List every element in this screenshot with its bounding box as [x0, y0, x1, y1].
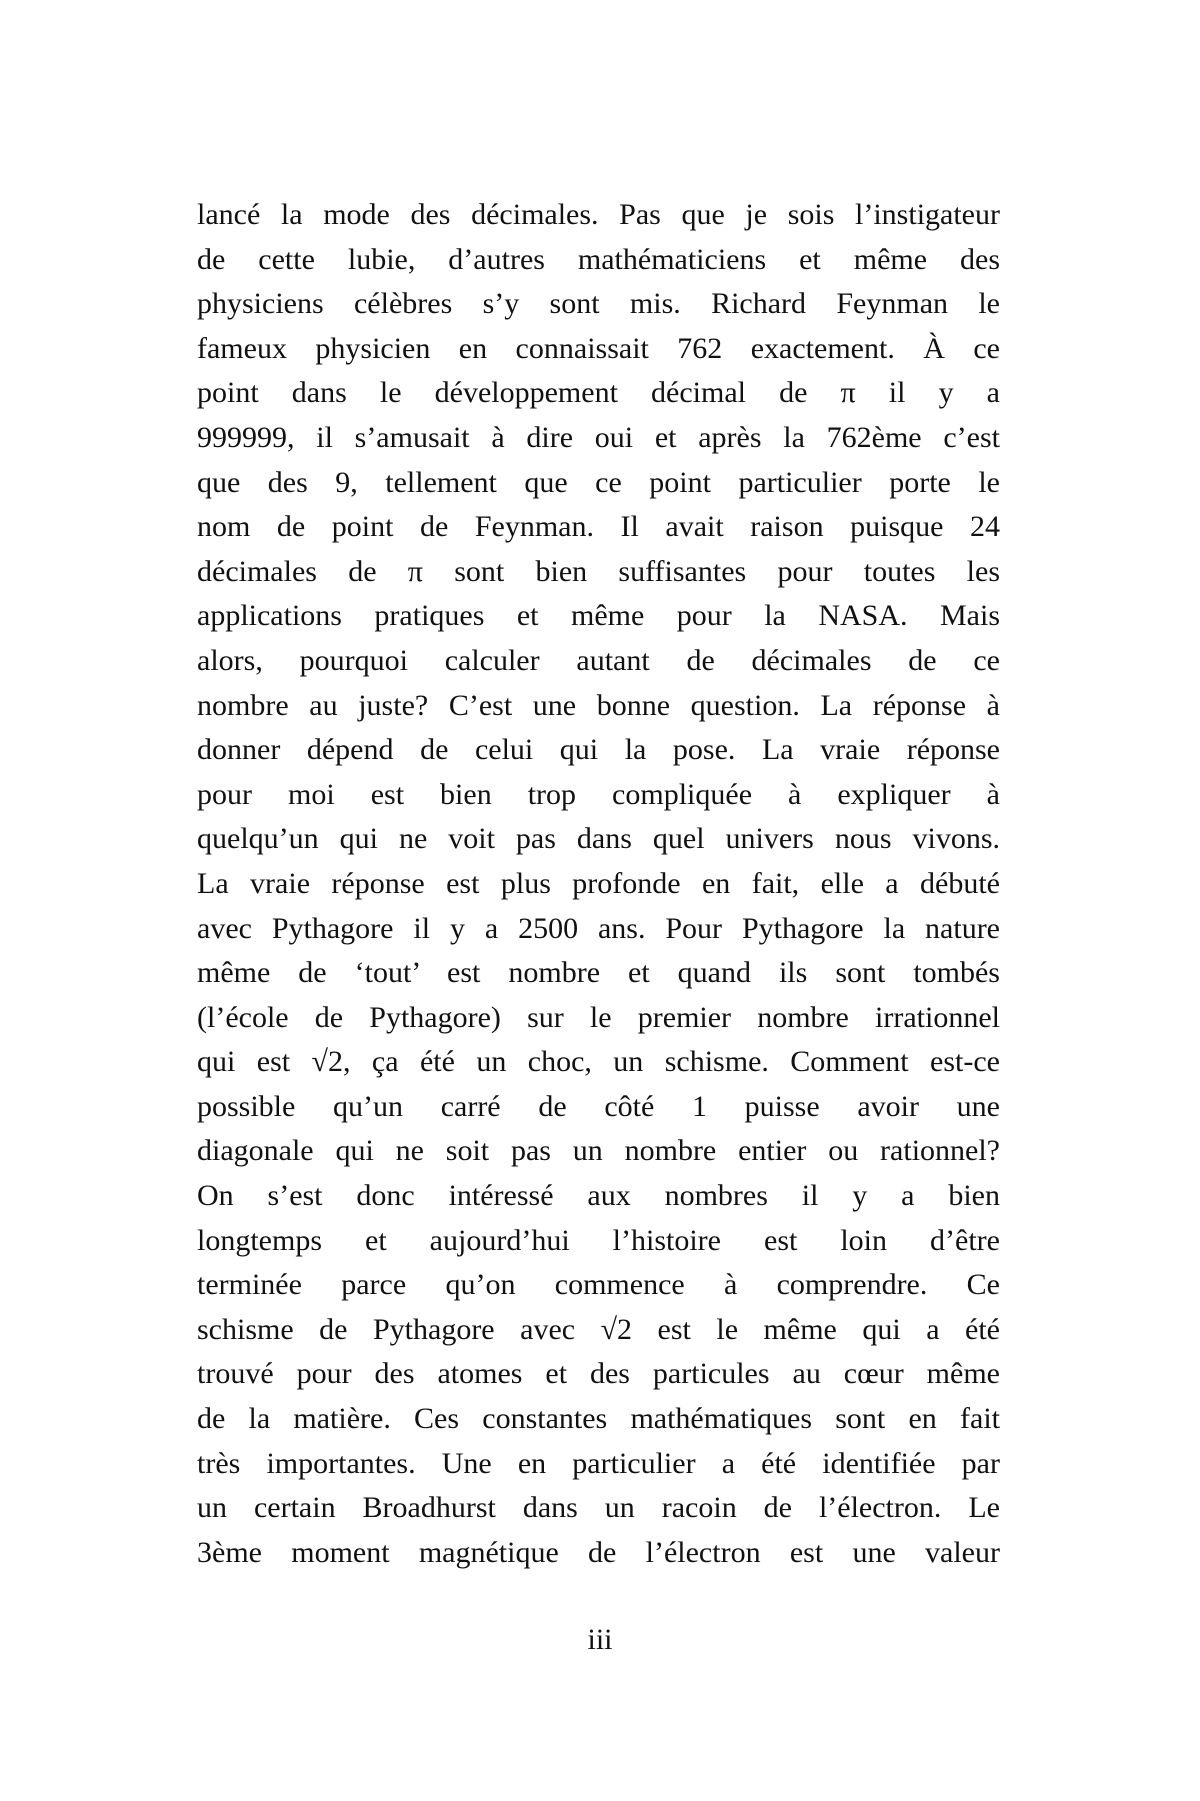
text-line: point dans le développement décimal de π il y a [197, 376, 1000, 410]
text-line: terminée parce qu’on commence à comprendre. Ce [197, 1268, 1000, 1302]
text-line: avec Pythagore il y a 2500 ans. Pour Pythagore la nature [197, 911, 1000, 945]
body-text [197, 193, 1000, 1575]
text-line: même de ‘tout’ est nombre et quand ils sont tombés [197, 956, 1000, 990]
text-line: (l’école de Pythagore) sur le premier nombre irrationnel [197, 1000, 1000, 1034]
text-line: applications pratiques et même pour la NASA. Mais [197, 599, 1000, 633]
text-line: 999999, il s’amusait à dire oui et après la 762ème c’est [197, 420, 1000, 454]
text-line: longtemps et aujourd’hui l’histoire est loin d’être [197, 1223, 1000, 1257]
text-line: que des 9, tellement que ce point particulier porte le [197, 465, 1000, 499]
text-line: fameux physicien en connaissait 762 exactement. À ce [197, 331, 1000, 365]
text-line: 3ème moment magnétique de l’électron est une valeur [197, 1535, 1000, 1569]
text-line: diagonale qui ne soit pas un nombre entier ou rationnel? [197, 1134, 1000, 1168]
text-line: nom de point de Feynman. Il avait raison puisque 24 [197, 510, 1000, 544]
text-line: quelqu’un qui ne voit pas dans quel univers nous vivons. [197, 822, 1000, 856]
text-line: un certain Broadhurst dans un racoin de l’électron. Le [197, 1491, 1000, 1525]
text-line: alors, pourquoi calculer autant de décimales de ce [197, 643, 1000, 677]
text-line: pour moi est bien trop compliquée à expliquer à [197, 777, 1000, 811]
text-line: On s’est donc intéressé aux nombres il y a bien [197, 1179, 1000, 1213]
text-line: qui est √2, ça été un choc, un schisme. Comment est-ce [197, 1045, 1000, 1079]
text-line: décimales de π sont bien suffisantes pour toutes les [197, 554, 1000, 588]
page-number: iii [587, 1623, 613, 1656]
text-line: donner dépend de celui qui la pose. La vraie réponse [197, 733, 1000, 767]
text-line: nombre au juste? C’est une bonne question. La réponse à [197, 688, 1000, 722]
text-line: schisme de Pythagore avec √2 est le même qui a été [197, 1312, 1000, 1346]
text-line: de la matière. Ces constantes mathématiques sont en fait [197, 1402, 1000, 1436]
text-line: de cette lubie, d’autres mathématiciens et même des [197, 242, 1000, 276]
text-line: trouvé pour des atomes et des particules au cœur même [197, 1357, 1000, 1391]
text-line: lancé la mode des décimales. Pas que je sois l’instigateur [197, 198, 1000, 231]
text-line: possible qu’un carré de côté 1 puisse avoir une [197, 1089, 1000, 1123]
text-line: très importantes. Une en particulier a été identifiée par [197, 1446, 1000, 1480]
text-line: La vraie réponse est plus profonde en fait, elle a débuté [197, 866, 1000, 900]
text-line: physiciens célèbres s’y sont mis. Richard Feynman le [197, 287, 1000, 321]
